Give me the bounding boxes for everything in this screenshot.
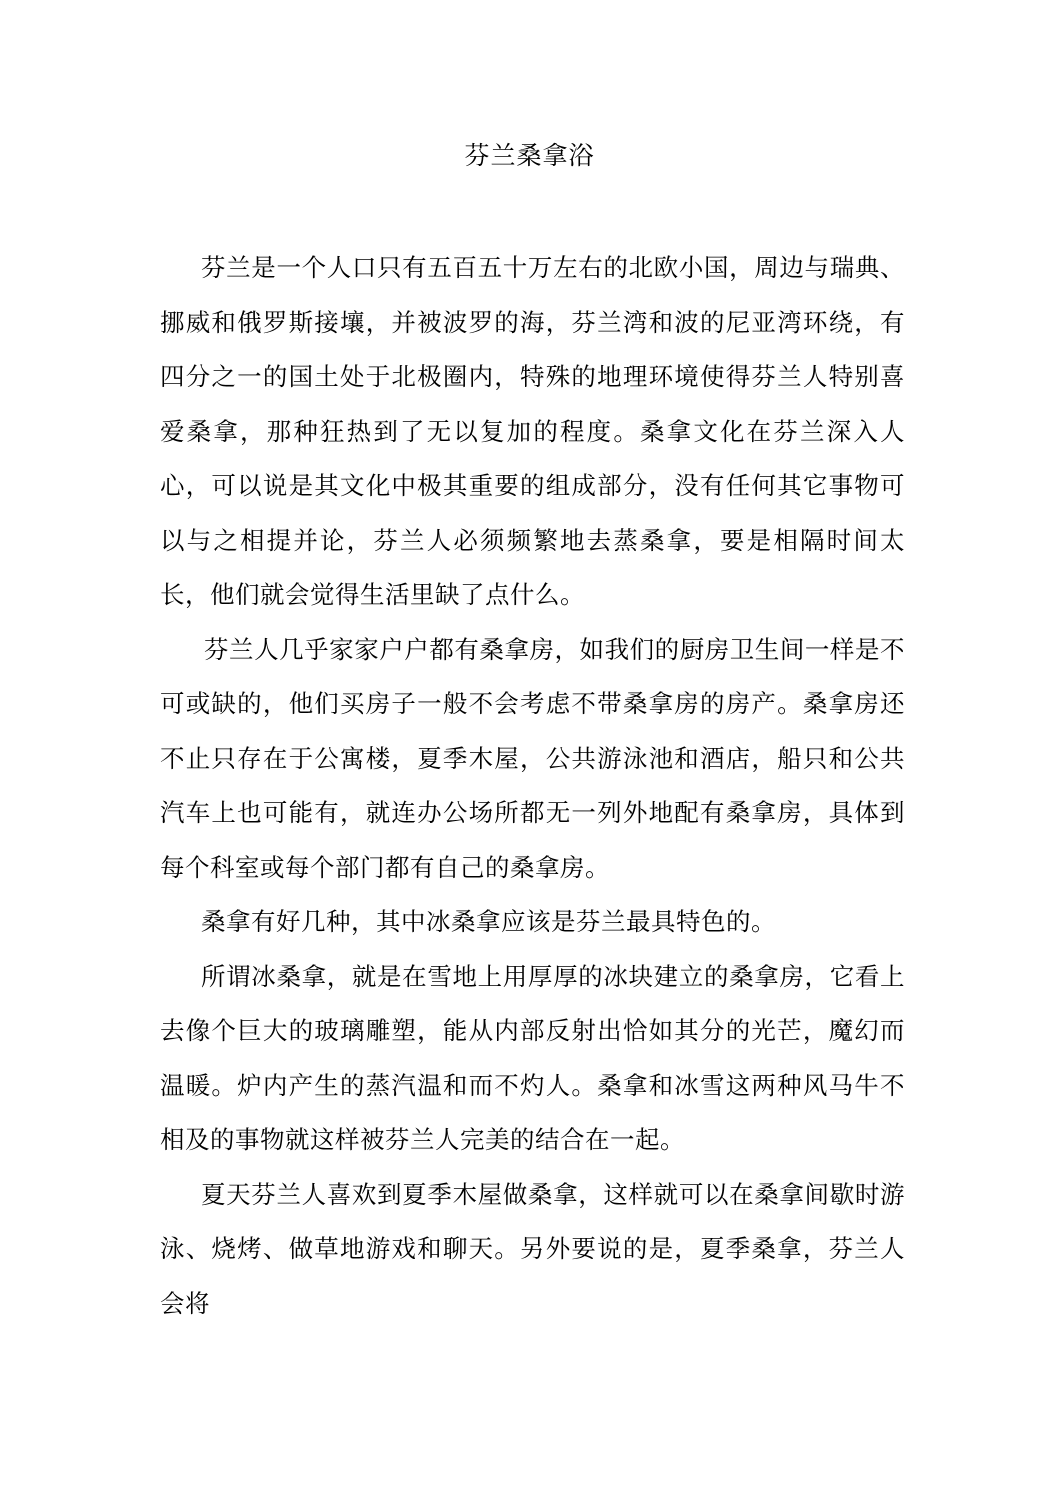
paragraph: 芬兰人几乎家家户户都有桑拿房，如我们的厨房卫生间一样是不可或缺的，他们买房子一般不会考虑不带桑拿房的房产。桑拿房还不止只存在于公寓楼，夏季木屋，公共游泳池和酒店，船只和公共汽车上也可能有，就连办公场所都无一列外地配有桑拿房，具体到每个科室或每个部门都有自己的桑拿房。 <box>160 634 905 882</box>
document-title: 芬兰桑拿浴 <box>464 141 595 170</box>
document-body <box>160 241 905 1331</box>
paragraph: 桑拿有好几种，其中冰桑拿应该是芬兰最具特色的。 <box>201 907 776 936</box>
paragraph: 芬兰是一个人口只有五百五十万左右的北欧小国，周边与瑞典、挪威和俄罗斯接壤，并被波罗的海，芬兰湾和波的尼亚湾环绕，有四分之一的国土处于北极圈内，特殊的地理环境使得芬兰人特别喜爱桑拿，那种狂热到了无以复加的程度。桑拿文化在芬兰深入人心，可以说是其文化中极其重要的组成部分，没有任何其它事物可以与之相提并论，芬兰人必须频繁地去蒸桑拿，要是相隔时间太长，他们就会觉得生活里缺了点什么。 <box>160 253 905 609</box>
paragraph: 所谓冰桑拿，就是在雪地上用厚厚的冰块建立的桑拿房，它看上去像个巨大的玻璃雕塑，能从内部反射出恰如其分的光芒，魔幻而温暖。炉内产生的蒸汽温和而不灼人。桑拿和冰雪这两种风马牛不相及的事物就这样被芬兰人完美的结合在一起。 <box>160 961 905 1154</box>
paragraph: 夏天芬兰人喜欢到夏季木屋做桑拿，这样就可以在桑拿间歇时游泳、烧烤、做草地游戏和聊天。另外要说的是，夏季桑拿，芬兰人会将 <box>160 1179 905 1318</box>
